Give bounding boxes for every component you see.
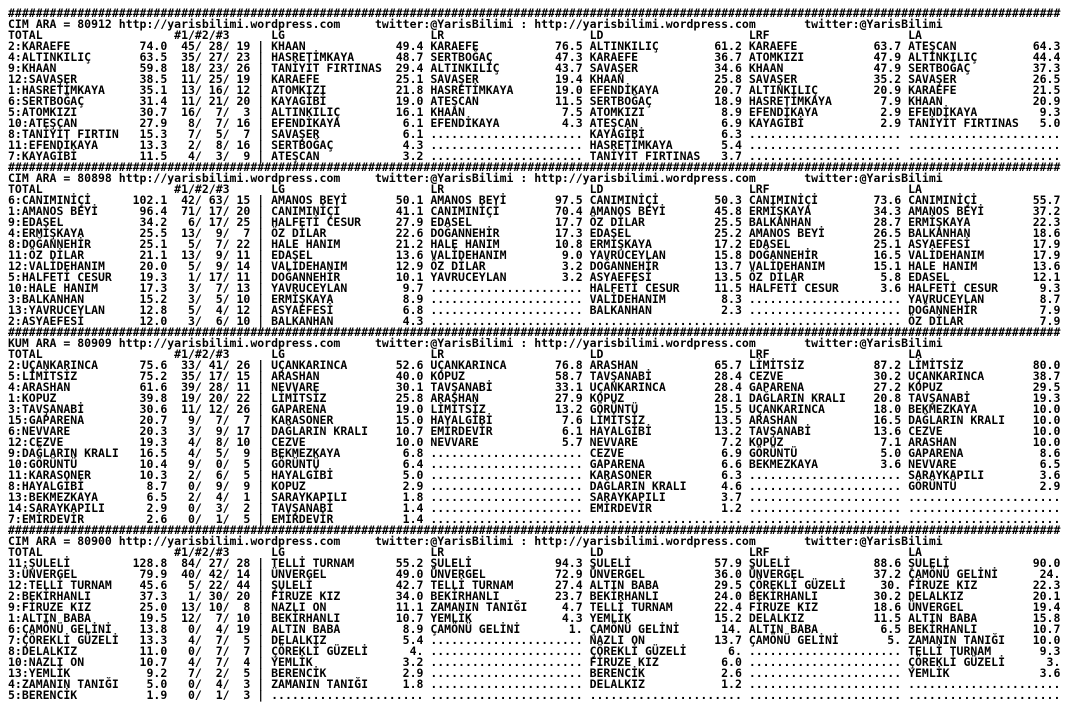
stats-row: 13:YEMLİK 9.2 7/ 2/ 5 | BERENCİK 2.9 ...................... BERENCİK 2.6 ...................... YEMLİK 3.6 <box>8 666 1061 680</box>
separator-line: ######################################################################################################################################################## <box>8 160 1061 174</box>
column-header-row: TOTAL #1/#2/#3 LG LR LD LRF LA <box>8 28 1061 42</box>
stats-row: 6:SERTBOĞAÇ 31.4 11/ 21/ 20 | KAYAGİBİ 19.0 ATEŞCAN 11.5 SERTBOĞAÇ 18.9 HASRETİMKAYA 7.9 KHAAN 20.9 <box>8 94 1061 108</box>
race-section <box>8 525 1077 701</box>
stats-row: 2:ASYAEFESİ 12.0 3/ 6/ 10 | BALKANHAN 4.3 ...................... ...................... ...................... ÖZ DİLAR 7.9 <box>8 314 1061 328</box>
stats-row: 1:AMANOS BEYİ 96.4 71/ 17/ 20 | CANIMINİÇİ 41.1 CANIMINİÇİ 70.4 AMANOS BEYİ 45.8 ERMİŞKAYA 34.3 AMANOS BEYİ 37.2 <box>8 204 1061 218</box>
section-title: KUM ARA = 80909 http://yarisbilimi.wordpress.com twitter:@YarisBilimi : http://yarisbilimi.wordpress.com twitter:@YarisBilimi <box>8 336 943 350</box>
stats-row: 1:HASRETİMKAYA 35.1 13/ 16/ 12 | ATOMKIZI 21.8 HASRETİMKAYA 19.0 EFENDİKAYA 20.7 ALTINKILIÇ 20.9 KARAEFE 21.5 <box>8 83 1061 97</box>
stats-row: 7:EMİRDEVİR 2.6 0/ 1/ 5 | EMİRDEVİR 1.4 ...................... ...................... ...................... ...................... <box>8 512 1061 526</box>
stats-row: 8:DELALKIZ 11.0 0/ 7/ 7 | ÇÖREKLİ GÜZELİ 4. ...................... ÇÖREKLİ GÜZELİ 6. ...................... TELLİ TURNAM 9.3 <box>8 644 1061 658</box>
stats-row: 3:TAVŞANABİ 30.6 11/ 12/ 26 | GAPARENA 19.0 LİMİTSİZ 13.2 GÖRÜNTÜ 15.5 UÇANKARINCA 18.0 BEKMEZKAYA 10.0 <box>8 402 1061 416</box>
stats-row: 9:KHAAN 59.8 18/ 23/ 26 | TANİYİT FIRTINAS 29.4 ALTINKILIÇ 43.7 SAVAŞER 34.6 KHAAN 47.9 SERTBOĞAÇ 37.3 <box>8 61 1061 75</box>
stats-row: 10:GÖRÜNTÜ 10.4 9/ 0/ 5 | GÖRÜNTÜ 6.4 ...................... GAPARENA 6.6 BEKMEZKAYA 3.6 NEVVARE 6.5 <box>8 457 1061 471</box>
stats-row: 15:GAPARENA 20.7 9/ 7/ 7 | KARASONER 15.0 HAYALGİBİ 7.6 LİMİTSİZ 13.5 ARASHAN 16.5 DAĞLARIN KRALI 10.0 <box>8 413 1061 427</box>
stats-row: 9:DAĞLARIN KRALI 16.5 4/ 5/ 9 | BEKMEZKAYA 6.8 ...................... CEZVE 6.9 GÖRÜNTÜ 5.0 GAPARENA 8.6 <box>8 446 1061 460</box>
stats-row: 11:KARASONER 10.3 2/ 6/ 5 | HAYALGİBİ 5.0 ...................... KARASONER 6.3 ...................... SARAYKAPILI 3.6 <box>8 468 1061 482</box>
stats-row: 13:YAVRUCEYLAN 12.8 5/ 4/ 12 | ASYAEFESİ 6.8 ...................... BALKANHAN 2.3 ...................... DOĞANNEHİR 7.9 <box>8 303 1061 317</box>
stats-row: 8:HAYALGİBİ 8.7 0/ 9/ 9 | KOPUZ 2.9 ...................... DAĞLARIN KRALI 4.6 ...................... GÖRÜNTÜ 2.9 <box>8 479 1061 493</box>
separator-line: ######################################################################################################################################################## <box>8 523 1061 537</box>
stats-row: 7:ÇÖREKLİ GÜZELİ 13.3 4/ 7/ 5 | DELALKIZ 5.4 ...................... NAZLI ON 13.7 ÇAMÖNÜ GELİNİ 5. ZAMANIN TANIĞI 10.0 <box>8 633 1061 647</box>
stats-row: 9:EDASEL 34.2 6/ 17/ 25 | HALFETİ CESUR 27.9 EDASEL 17.7 ÖZ DİLAR 25.5 BALKANHAN 28.7 ERMİŞKAYA 22.3 <box>8 215 1061 229</box>
column-header-row: TOTAL #1/#2/#3 LG LR LD LRF LA <box>8 182 1061 196</box>
race-section <box>8 8 1077 162</box>
stats-row: 4:ARASHAN 61.6 39/ 28/ 11 | NEVVARE 30.1 TAVŞANABİ 33.1 UÇANKARINCA 28.4 GAPARENA 27.2 KOPUZ 29.5 <box>8 380 1061 394</box>
stats-row: 3:ÜNVERGEL 79.9 40/ 42/ 14 | ÜNVERGEL 49.0 ÜNVERGEL 72.9 ÜNVERGEL 36.0 ÜNVERGEL 37.2 ÇAMÖNÜ GELİNİ 24. <box>8 567 1061 581</box>
stats-row: 5:LİMİTSİZ 75.2 35/ 17/ 15 | ARASHAN 40.0 KOPUZ 58.7 TAVŞANABİ 28.4 CEZVE 30.2 UÇANKARINCA 38.7 <box>8 369 1061 383</box>
stats-row: 12:SAVAŞER 38.5 11/ 25/ 19 | KARAEFE 25.1 SAVAŞER 19.4 KHAAN 25.8 SAVAŞER 35.2 SAVAŞER 26.5 <box>8 72 1061 86</box>
stats-row: 11:ŞULELİ 128.8 84/ 27/ 28 | TELLİ TURNAM 55.2 ŞULELİ 94.3 ŞULELİ 57.9 ŞULELİ 88.6 ŞULELİ 90.0 <box>8 556 1061 570</box>
section-title: CIM ARA = 80900 http://yarisbilimi.wordpress.com twitter:@YarisBilimi : http://yarisbilimi.wordpress.com twitter:@YarisBilimi <box>8 534 943 548</box>
stats-row: 14:SARAYKAPILI 2.9 0/ 3/ 2 | TAVŞANABİ 1.4 ...................... EMİRDEVİR 1.2 ...................... ...................... <box>8 501 1061 515</box>
stats-row: 4:ERMİŞKAYA 25.5 13/ 9/ 7 | ÖZ DİLAR 22.6 DOĞANNEHİR 17.3 EDASEL 25.2 AMANOS BEYİ 26.5 BALKANHAN 18.6 <box>8 226 1061 240</box>
separator-line: ######################################################################################################################################################## <box>8 325 1061 339</box>
stats-row: 6:CANIMINİÇİ 102.1 42/ 63/ 15 | AMANOS BEYİ 50.1 AMANOS BEYİ 97.5 CANIMINİÇİ 50.3 CANIMINİÇİ 73.6 CANIMINİÇİ 55.7 <box>8 193 1061 207</box>
stats-row: 7:KAYAGİBİ 11.5 4/ 3/ 9 | ATEŞCAN 3.2 ...................... TANİYİT FIRTINAS 3.7 ...................... ...................... <box>8 149 1061 163</box>
stats-row: 10:ATEŞCAN 27.9 8/ 7/ 16 | EFENDİKAYA 6.1 EFENDİKAYA 4.3 ATEŞCAN 6.9 KAYAGİBİ 2.9 TANİYİT FIRTINAS 5.0 <box>8 116 1061 130</box>
separator-line: ######################################################################################################################################################## <box>8 6 1061 20</box>
stats-row: 2:UÇANKARINCA 75.6 33/ 41/ 26 | UÇANKARINCA 52.6 UÇANKARINCA 76.8 ARASHAN 65.7 LİMİTSİZ 87.2 LİMİTSİZ 80.0 <box>8 358 1061 372</box>
stats-row: 12:TELLİ TURNAM 45.6 5/ 22/ 44 | ŞULELİ 42.7 TELLİ TURNAM 27.4 ALTIN BABA 29.5 ÇÖREKLİ GÜZELİ 30. FİRUZE KIZ 22.3 <box>8 578 1061 592</box>
stats-row: 4:ZAMANIN TANIĞI 5.0 0/ 4/ 3 | ZAMANIN TANIĞI 1.8 ...................... DELALKIZ 1.2 ...................... ...................... <box>8 677 1061 691</box>
stats-row: 12:CEZVE 19.3 4/ 8/ 10 | CEZVE 10.0 NEVVARE 5.7 NEVVARE 7.2 KOPUZ 7.1 ARASHAN 10.0 <box>8 435 1061 449</box>
stats-row: 10:HALE HANIM 17.3 3/ 7/ 13 | YAVRUCEYLAN 9.7 ...................... HALFETİ CESUR 11.5 HALFETİ CESUR 3.6 HALFETİ CESUR 9.3 <box>8 281 1061 295</box>
race-section <box>8 162 1077 327</box>
stats-row: 12:VALİDEHANIM 20.0 5/ 9/ 14 | VALİDEHANIM 12.9 ÖZ DİLAR 3.2 DOĞANNEHİR 13.7 VALİDEHANIM 15.1 HALE HANIM 13.6 <box>8 259 1061 273</box>
section-title: CIM ARA = 80912 http://yarisbilimi.wordpress.com twitter:@YarisBilimi : http://yarisbilimi.wordpress.com twitter:@YarisBilimi <box>8 17 943 31</box>
stats-row: 2:KARAEFE 74.0 45/ 28/ 19 | KHAAN 49.4 KARAEFE 76.5 ALTINKILIÇ 61.2 KARAEFE 63.7 ATEŞCAN 64.3 <box>8 39 1061 53</box>
stats-row: 6:ÇAMÖNÜ GELİNİ 13.8 0/ 4/ 19 | ALTIN BABA 8.9 ÇAMÖNÜ GELİNİ 1. ÇAMÖNÜ GELİNİ 14. ALTIN BABA 6.5 BEKİRHANLI 10.7 <box>8 622 1061 636</box>
stats-row: 5:ATOMKIZI 30.7 16/ 7/ 3 | ALTINKILIÇ 16.1 KHAAN 7.5 ATOMKIZI 8.9 EFENDİKAYA 2.9 EFENDİKAYA 9.3 <box>8 105 1061 119</box>
stats-row: 5:BERENCİK 1.9 0/ 1/ 3 | ...................... ...................... ...................... ...................... ...................... <box>8 688 1061 702</box>
stats-row: 6:NEVVARE 20.3 3/ 9/ 17 | DAĞLARIN KRALI 10.7 EMİRDEVİR 6.1 HAYALGİBİ 13.2 TAVŞANABİ 13.6 CEZVE 10.0 <box>8 424 1061 438</box>
section-title: CIM ARA = 80898 http://yarisbilimi.wordpress.com twitter:@YarisBilimi : http://yarisbilimi.wordpress.com twitter:@YarisBilimi <box>8 171 943 185</box>
stats-row: 5:HALFETİ CESUR 19.3 1/ 17/ 11 | DOĞANNEHİR 10.1 YAVRUCEYLAN 3.2 ASYAEFESİ 13.5 ÖZ DİLAR 5.8 EDASEL 12.1 <box>8 270 1061 284</box>
race-section <box>8 327 1077 525</box>
stats-row: 1:ALTIN BABA 19.5 12/ 7/ 10 | BEKİRHANLI 10.7 YEMLİK 4.3 YEMLİK 15.2 DELALKIZ 11.5 ALTIN BABA 15.8 <box>8 611 1061 625</box>
stats-row: 8:TANİYİT FIRTIN 15.3 7/ 5/ 7 | SAVAŞER 6.1 ...................... KAYAGİBİ 6.3 ...................... ...................... <box>8 127 1061 141</box>
stats-row: 11:ÖZ DİLAR 21.1 13/ 9/ 11 | EDASEL 13.6 VALİDEHANIM 9.0 YAVRUCEYLAN 15.8 DOĞANNEHİR 16.5 VALİDEHANIM 17.9 <box>8 248 1061 262</box>
stats-row: 9:FİRUZE KIZ 25.0 13/ 10/ 8 | NAZLI ON 11.1 ZAMANIN TANIĞI 4.7 TELLİ TURNAM 22.4 FİRUZE KIZ 18.6 ÜNVERGEL 19.4 <box>8 600 1061 614</box>
stats-row: 11:EFENDİKAYA 13.3 2/ 8/ 16 | SERTBOĞAÇ 4.3 ...................... HASRETİMKAYA 5.4 ...................... ...................... <box>8 138 1061 152</box>
column-header-row: TOTAL #1/#2/#3 LG LR LD LRF LA <box>8 347 1061 361</box>
stats-row: 13:BEKMEZKAYA 6.5 2/ 4/ 1 | SARAYKAPILI 1.8 ...................... SARAYKAPILI 3.7 ...................... ...................... <box>8 490 1061 504</box>
stats-row: 1:KOPUZ 39.8 19/ 20/ 22 | LİMİTSİZ 25.8 ARASHAN 27.9 KOPUZ 28.1 DAĞLARIN KRALI 20.8 TAVŞANABİ 19.3 <box>8 391 1061 405</box>
stats-row: 10:NAZLI ON 10.7 4/ 7/ 4 | YEMLİK 3.2 ...................... FİRUZE KIZ 6.0 ...................... ÇÖREKLİ GÜZELİ 3. <box>8 655 1061 669</box>
stats-row: 4:ALTINKILIÇ 63.5 35/ 27/ 23 | HASRETİMKAYA 48.7 SERTBOĞAÇ 47.3 KARAEFE 36.7 ATOMKIZI 47.9 ALTINKILIÇ 44.4 <box>8 50 1061 64</box>
column-header-row: TOTAL #1/#2/#3 LG LR LD LRF LA <box>8 545 1061 559</box>
stats-row: 8:DOĞANNEHİR 25.1 5/ 7/ 22 | HALE HANIM 21.2 HALE HANIM 10.8 ERMİŞKAYA 17.2 EDASEL 25.1 ASYAEFESİ 17.9 <box>8 237 1061 251</box>
stats-row: 2:BEKİRHANLI 37.3 1/ 30/ 20 | FİRUZE KIZ 34.0 BEKİRHANLI 23.7 BEKİRHANLI 24.0 BEKİRHANLI 30.2 DELALKIZ 20.1 <box>8 589 1061 603</box>
stats-row: 3:BALKANHAN 15.2 3/ 5/ 10 | ERMİŞKAYA 8.9 ...................... VALİDEHANIM 8.3 ...................... YAVRUCEYLAN 8.7 <box>8 292 1061 306</box>
